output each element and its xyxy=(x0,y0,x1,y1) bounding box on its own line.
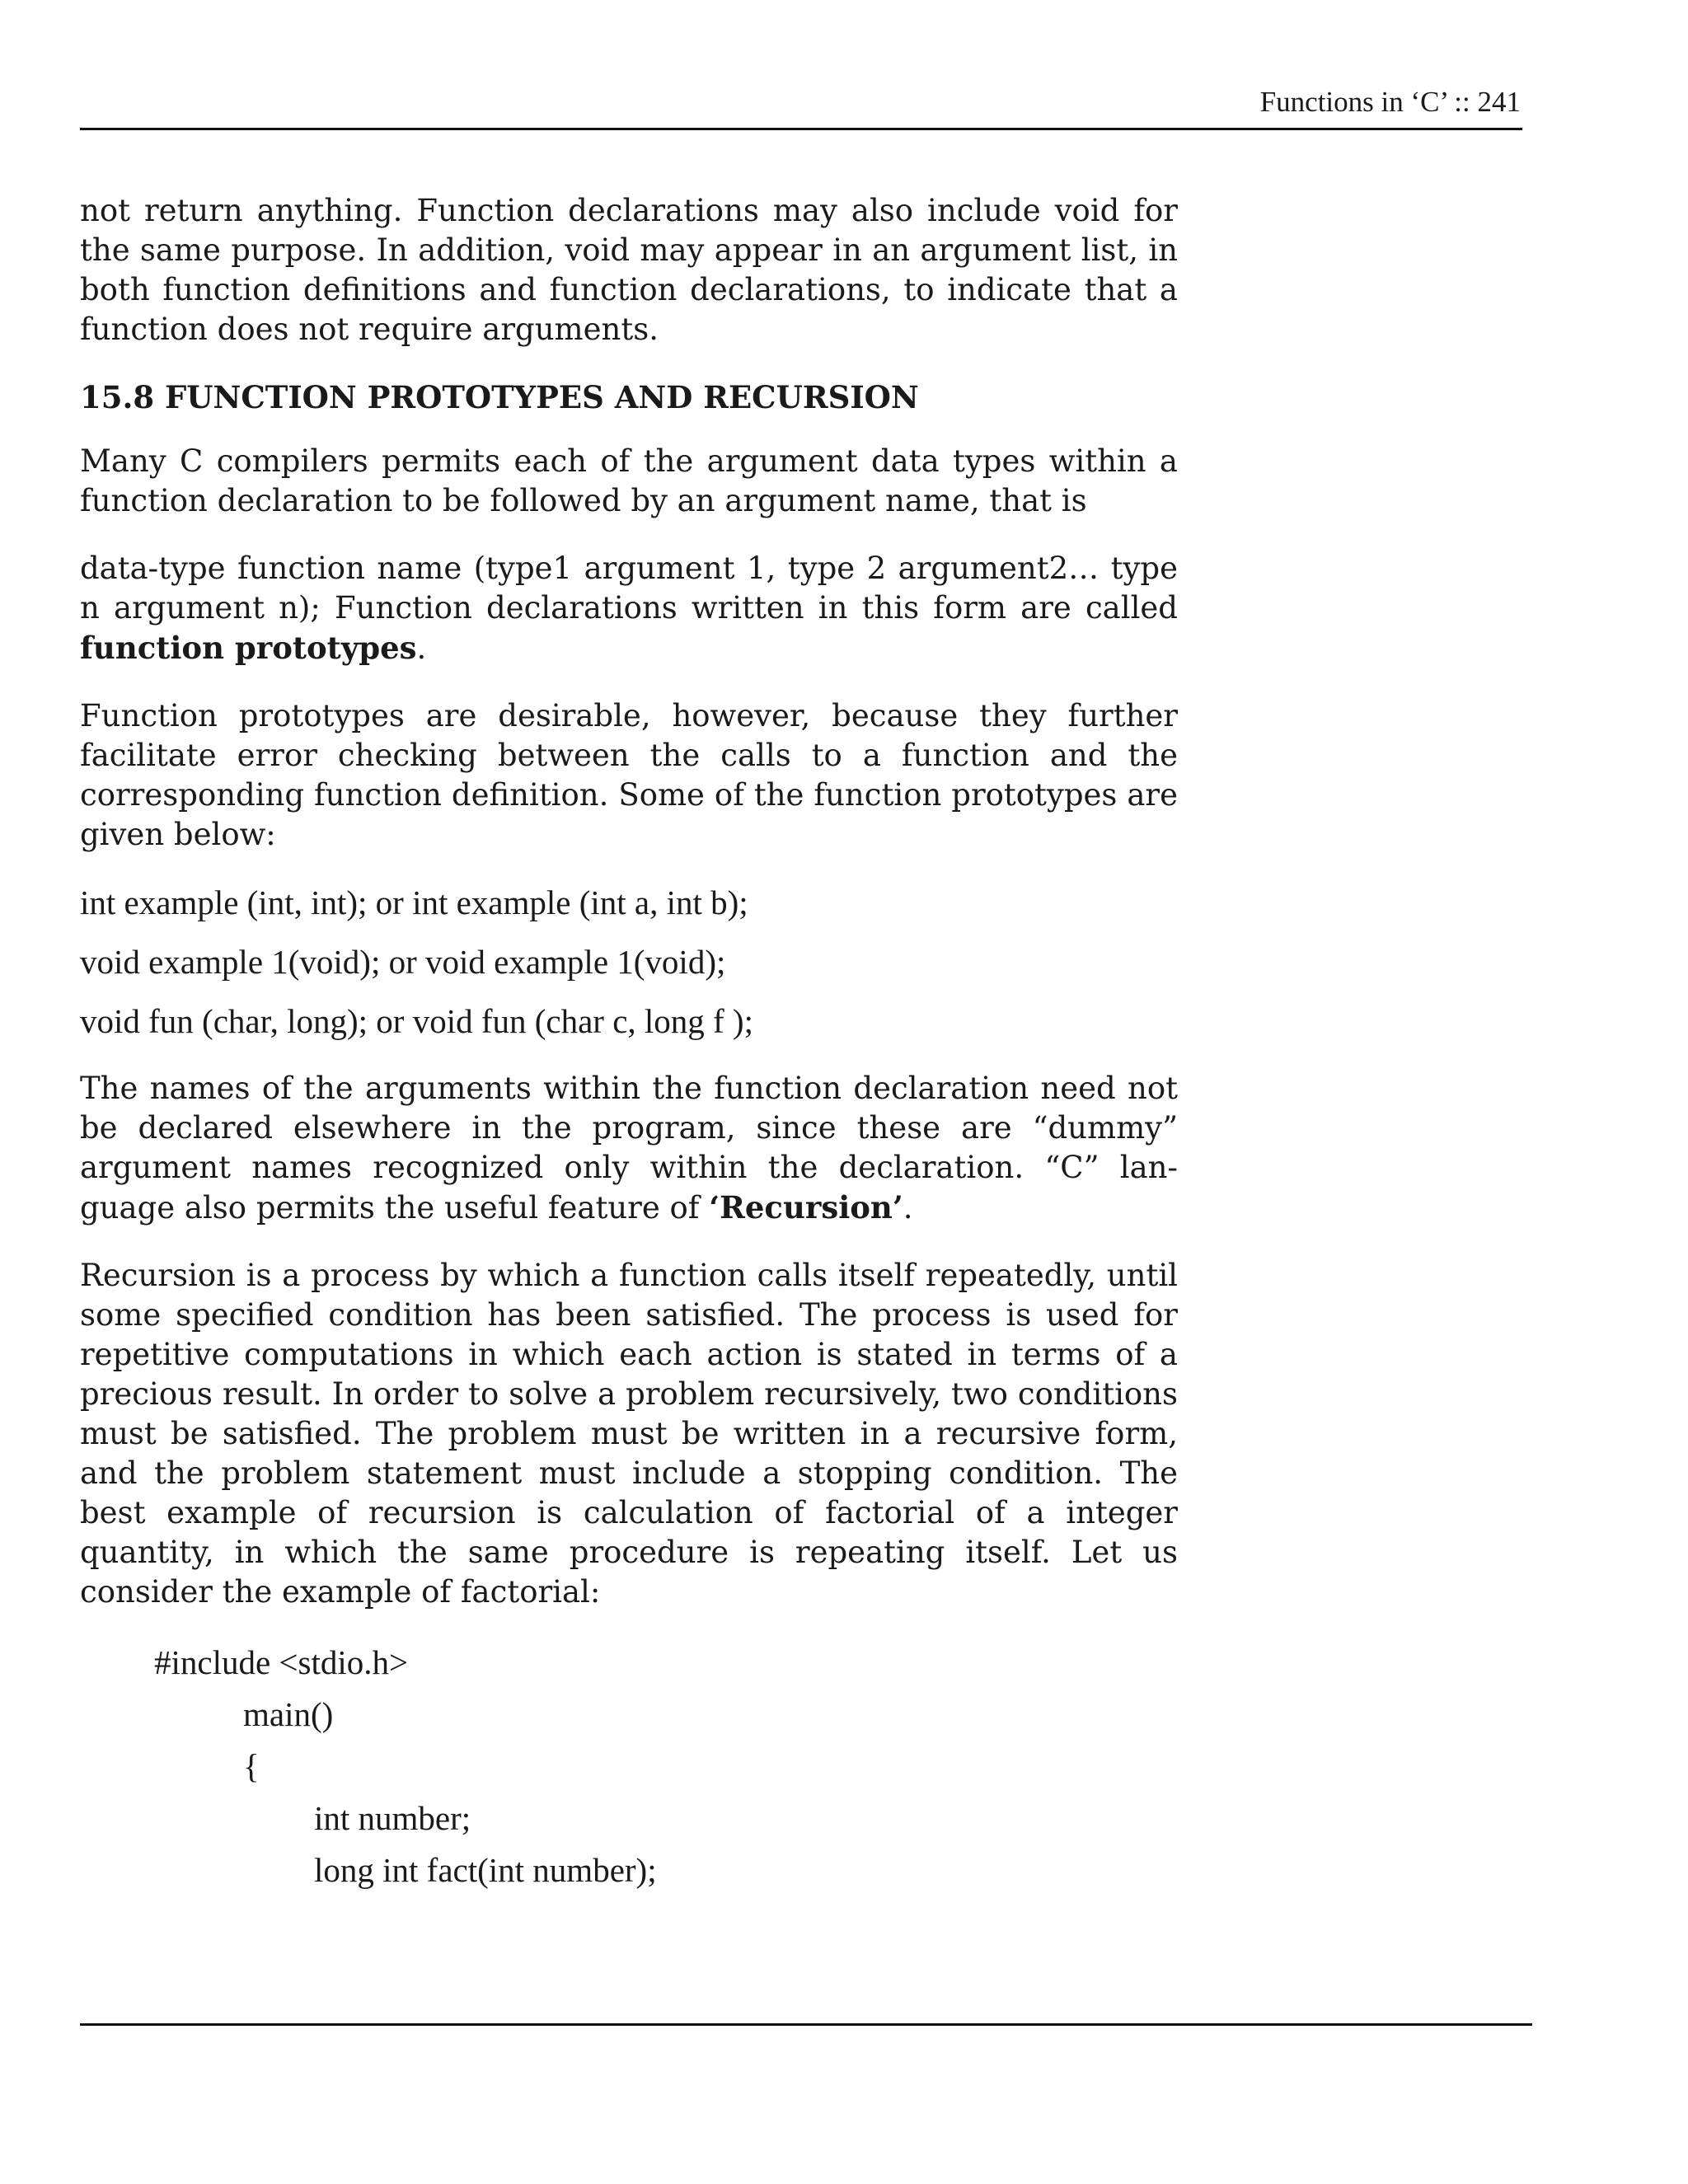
term-recursion: ‘Recursion’ xyxy=(709,1189,903,1226)
footer-rule xyxy=(80,2023,1532,2026)
page-body xyxy=(80,191,1178,1896)
code-line: long int fact(int number); xyxy=(314,1851,657,1889)
paragraph-recursion-definition: Recursion is a process by which a function calls itself repeatedly, until some specified condition has been satisfied. The process is used for repetitive computations in which each action is stated in terms of a precious result. In order to solve a problem recursively, two conditions must be satisfied. The problem must be written in a recursive form, and the problem statement must include a stopping condition. The best example of recursion is calculation of factorial of a integer quantity, in which the same procedure is repeating itself. Let us consider the example of factorial: xyxy=(80,1258,1178,1610)
code-line: main() xyxy=(243,1695,334,1733)
prototype-example-1: int example (int, int); or int example (int a, int b); xyxy=(80,883,748,921)
term-function-prototypes: function prototypes xyxy=(80,630,417,666)
prototype-form-text: data-type function name (type1 argument 1, type 2 argument2… type n argument n); Function declarations written in this form are called xyxy=(80,551,1178,626)
paragraph-void-usage: not return anything. Function declarations may also include void for the same purpose. In addition, void may appear in an argument list, in both function definitions and function declarations, to indicate that a function does not require arguments. xyxy=(80,193,1178,347)
prototype-form-end: . xyxy=(416,630,427,666)
paragraph-argument-names: Many C compilers permits each of the argument data types within a function declaration to be followed by an argument name, that is xyxy=(80,443,1178,518)
code-line: int number; xyxy=(314,1799,471,1837)
header-rule xyxy=(80,128,1522,130)
code-line: { xyxy=(243,1747,260,1785)
section-heading: 15.8 FUNCTION PROTOTYPES AND RECURSION xyxy=(80,379,919,415)
dummy-arguments-text: The names of the arguments within the function declaration need not be declared elsewhere in the program, since these are “dummy” argument names recognized only within the declaration. “C” lan-guage also permits the useful feature of xyxy=(80,1071,1178,1226)
paragraph-dummy-arguments xyxy=(80,1069,1178,1228)
prototype-example-2: void example 1(void); or void example 1(void); xyxy=(80,943,726,981)
running-header: Functions in ‘C’ :: 241 xyxy=(1259,86,1521,118)
paragraph-prototypes-desirable: Function prototypes are desirable, however, because they further facilitate error checking between the calls to a function and the corresponding function definition. Some of the function prototypes are given below: xyxy=(80,698,1178,852)
paragraph-prototype-form xyxy=(80,549,1178,668)
prototype-example-3: void fun (char, long); or void fun (char c, long f ); xyxy=(80,1002,753,1040)
code-line: #include <stdio.h> xyxy=(154,1643,409,1681)
dummy-arguments-end: . xyxy=(903,1190,913,1226)
code-listing xyxy=(80,1637,1178,1896)
